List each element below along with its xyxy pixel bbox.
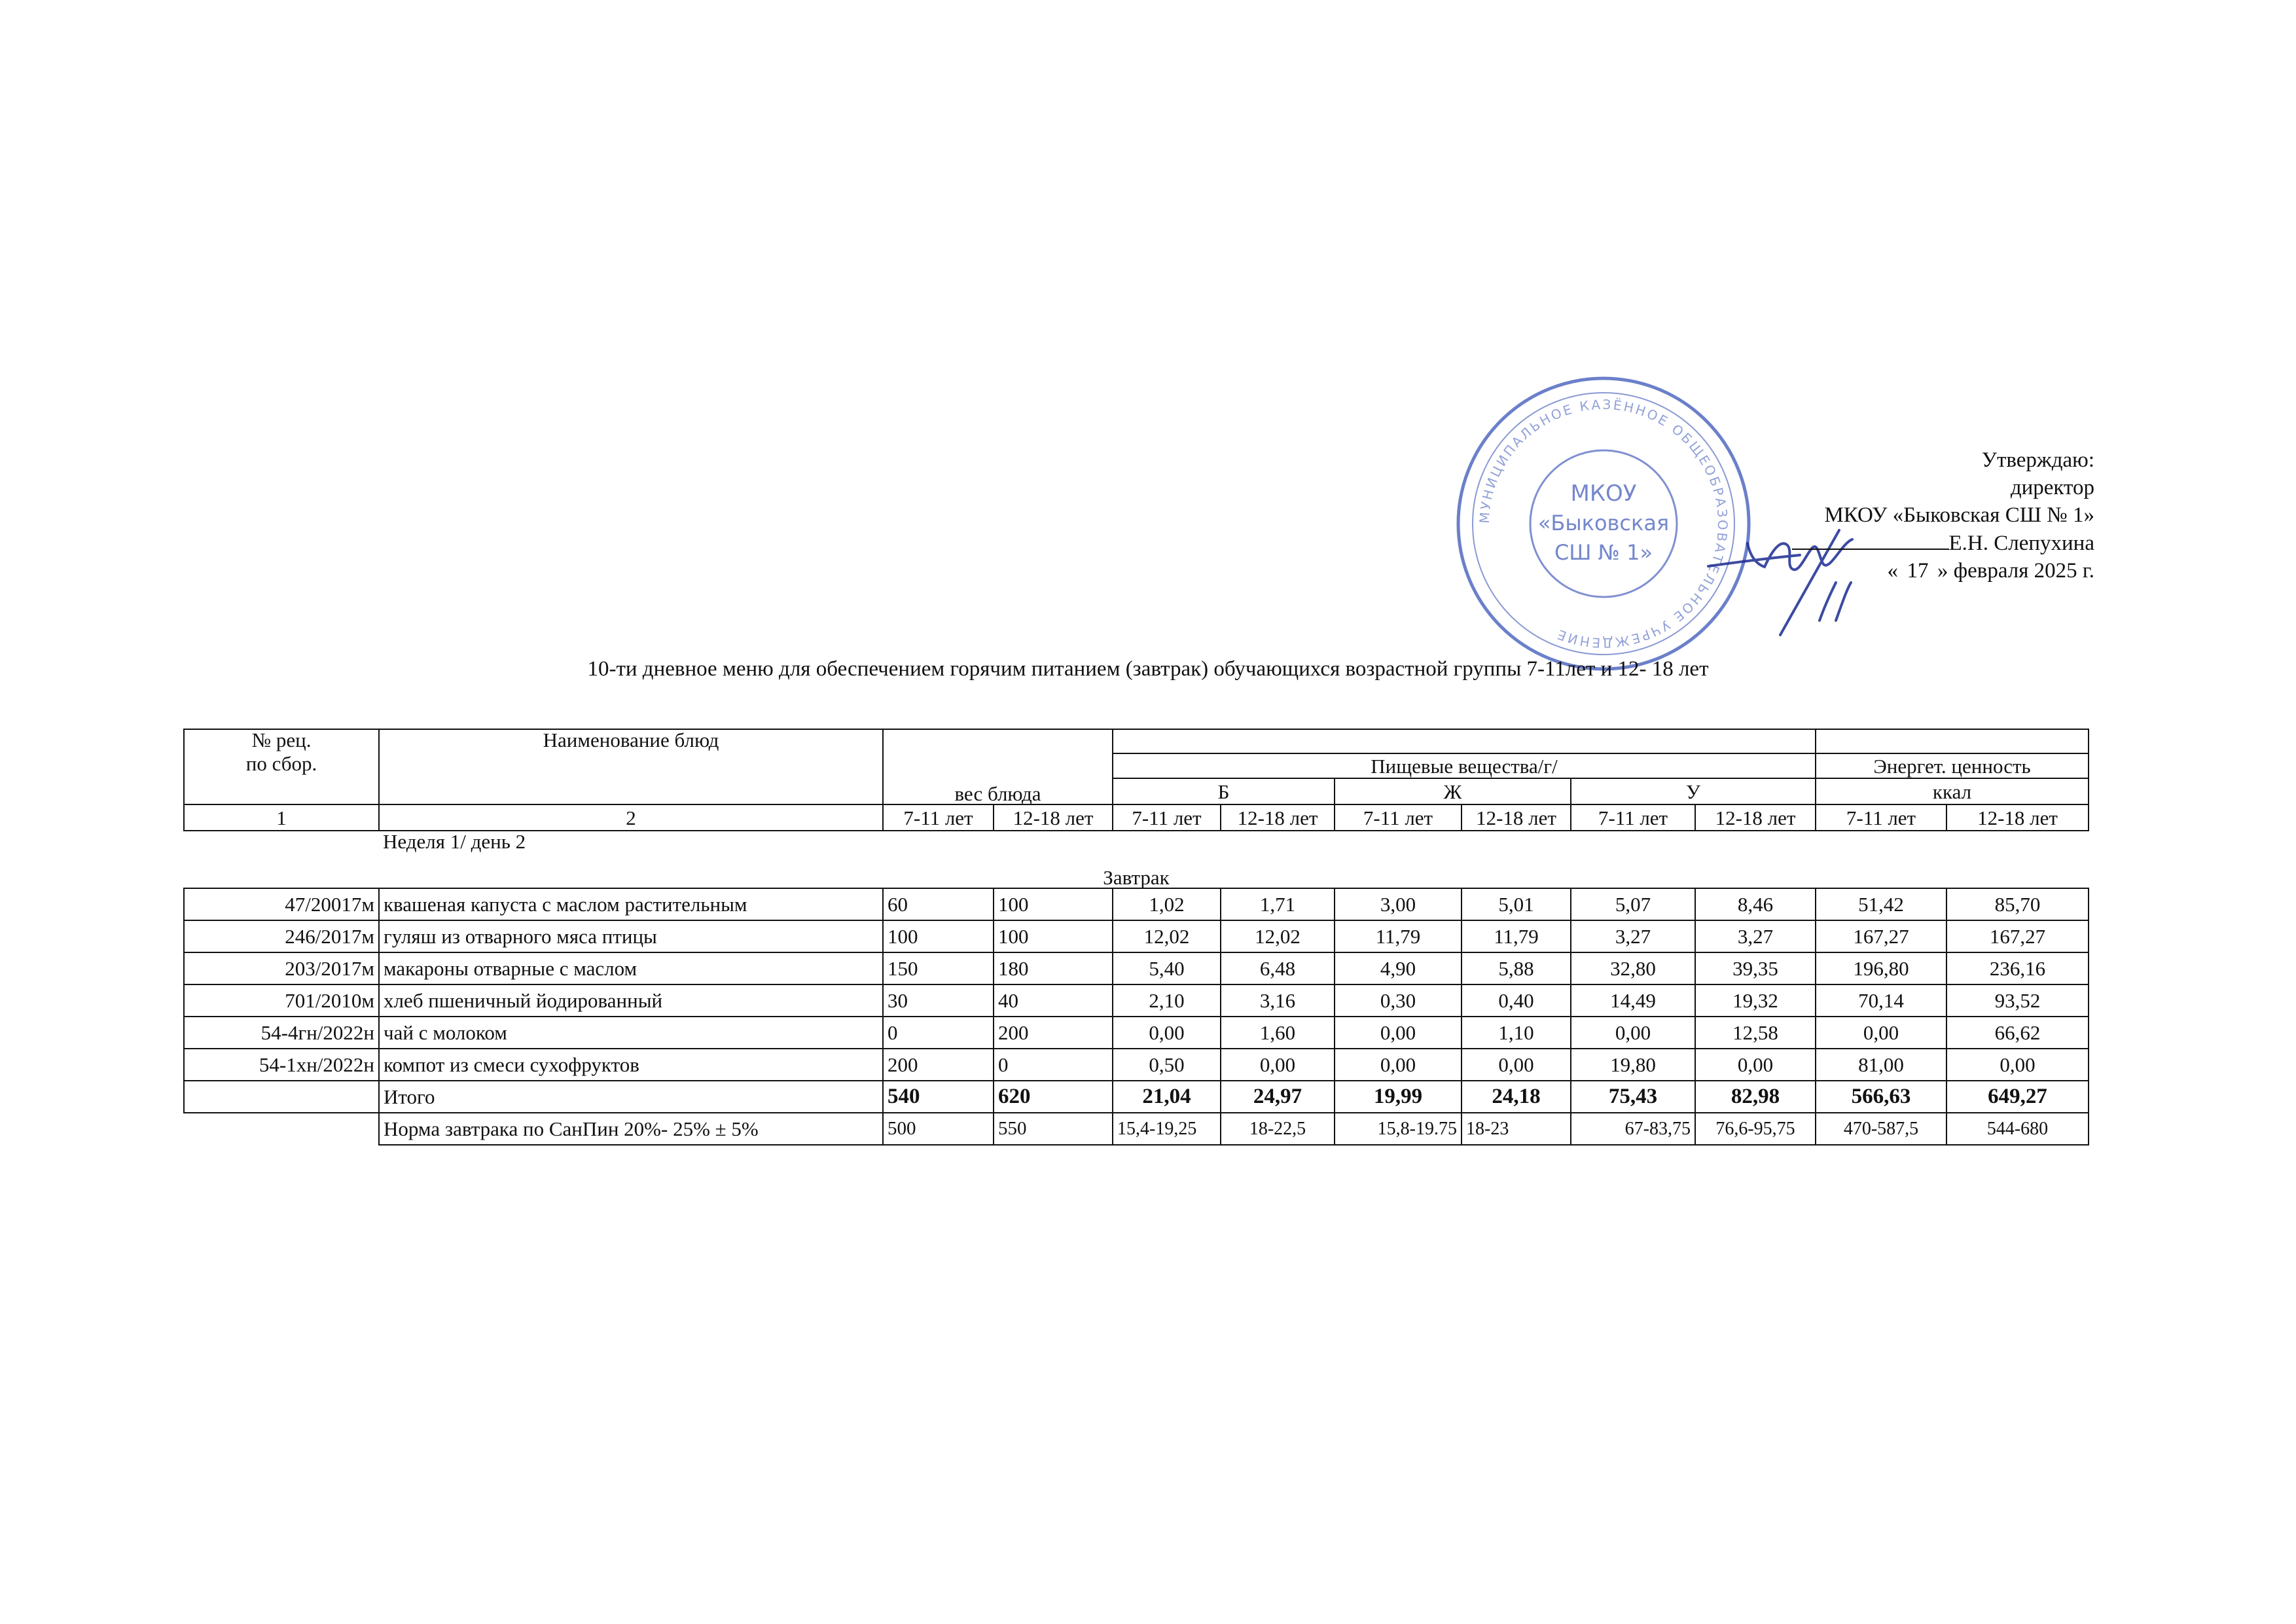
- recipe-code: 54-4гн/2022н: [184, 1017, 379, 1049]
- cell: 30: [883, 984, 994, 1017]
- cell: 0,00: [1695, 1049, 1816, 1081]
- cell: 0,30: [1335, 984, 1462, 1017]
- norm-cell: 18-22,5: [1221, 1113, 1335, 1145]
- cell: 3,16: [1221, 984, 1335, 1017]
- cell: 100: [994, 888, 1113, 920]
- cell: 3,27: [1571, 920, 1695, 952]
- cell: 8,46: [1695, 888, 1816, 920]
- norm-cell: 544-680: [1946, 1113, 2089, 1145]
- table-row: [184, 920, 2089, 952]
- norm-cell: 550: [994, 1113, 1113, 1145]
- norm-cell: 500: [883, 1113, 994, 1145]
- recipe-code: 47/20017м: [184, 888, 379, 920]
- cell: 0: [883, 1017, 994, 1049]
- cell: 0: [994, 1049, 1113, 1081]
- cell: 1,60: [1221, 1017, 1335, 1049]
- total-cell: 649,27: [1946, 1081, 2089, 1113]
- recipe-code: 246/2017м: [184, 920, 379, 952]
- cell: 40: [994, 984, 1113, 1017]
- cell: 200: [994, 1017, 1113, 1049]
- cell: 3,27: [1695, 920, 1816, 952]
- header-age: 12-18 лет: [994, 804, 1113, 831]
- cell: 19,32: [1695, 984, 1816, 1017]
- cell: 5,01: [1462, 888, 1571, 920]
- cell: 81,00: [1816, 1049, 1946, 1081]
- header-rec-no: № рец.: [184, 729, 379, 753]
- header-fat: Ж: [1335, 778, 1571, 804]
- header-age: 7-11 лет: [1816, 804, 1946, 831]
- cell: 32,80: [1571, 952, 1695, 984]
- total-cell: 82,98: [1695, 1081, 1816, 1113]
- norm-row: [184, 1113, 2089, 1145]
- total-cell: 19,99: [1335, 1081, 1462, 1113]
- total-cell: 620: [994, 1081, 1113, 1113]
- table-row: [184, 888, 2089, 920]
- cell: 51,42: [1816, 888, 1946, 920]
- total-cell: 566,63: [1816, 1081, 1946, 1113]
- cell: 66,62: [1946, 1017, 2089, 1049]
- header-energy-top: [1816, 729, 2089, 753]
- dish-name: макароны отварные с маслом: [379, 952, 883, 984]
- cell: 1,02: [1113, 888, 1221, 920]
- cell: 5,88: [1462, 952, 1571, 984]
- approval-organization: МКОУ «Быковская СШ № 1»: [1824, 503, 2094, 527]
- svg-text:СШ № 1»: СШ № 1»: [1554, 540, 1653, 565]
- cell: 1,10: [1462, 1017, 1571, 1049]
- header-weight: вес блюда: [954, 782, 1041, 804]
- cell: 5,07: [1571, 888, 1695, 920]
- dish-name: хлеб пшеничный йодированный: [379, 984, 883, 1017]
- table-row: [184, 984, 2089, 1017]
- cell: 0,00: [1946, 1049, 2089, 1081]
- date-quote-open: «: [1887, 559, 1898, 583]
- header-weight-top: [883, 729, 1113, 753]
- cell: 236,16: [1946, 952, 2089, 984]
- approval-signer: Е.Н. Слепухина: [1948, 532, 2094, 555]
- approval-date: [1623, 557, 2094, 585]
- header-col-2: 2: [379, 804, 883, 831]
- cell: 12,02: [1113, 920, 1221, 952]
- cell: 14,49: [1571, 984, 1695, 1017]
- cell: 39,35: [1695, 952, 1816, 984]
- cell: 0,00: [1462, 1049, 1571, 1081]
- norm-cell: 76,6-95,75: [1695, 1113, 1816, 1145]
- cell: 12,58: [1695, 1017, 1816, 1049]
- total-label: Итого: [379, 1081, 883, 1113]
- header-carb: У: [1571, 778, 1816, 804]
- header-age: 7-11 лет: [1571, 804, 1695, 831]
- cell: 0,00: [1221, 1049, 1335, 1081]
- total-cell: 540: [883, 1081, 994, 1113]
- norm-cell: 18-23: [1462, 1113, 1571, 1145]
- cell: 19,80: [1571, 1049, 1695, 1081]
- document-title: 10-ти дневное меню для обеспечением горячим питанием (завтрак) обучающихся возрастной группы 7-11лет и 12- 18 лет: [587, 657, 1709, 681]
- total-cell: 24,97: [1221, 1081, 1335, 1113]
- header-rec-src: по сбор.: [184, 753, 379, 778]
- svg-text:МКОУ: МКОУ: [1570, 480, 1637, 507]
- recipe-code: 701/2010м: [184, 984, 379, 1017]
- cell: 100: [883, 920, 994, 952]
- svg-text:«Быковская: «Быковская: [1537, 511, 1670, 535]
- cell: 70,14: [1816, 984, 1946, 1017]
- total-cell: 24,18: [1462, 1081, 1571, 1113]
- recipe-code: 54-1хн/2022н: [184, 1049, 379, 1081]
- table-row: [184, 1017, 2089, 1049]
- date-rest: » февраля 2025 г.: [1937, 559, 2094, 583]
- cell: 180: [994, 952, 1113, 984]
- dish-name: компот из смеси сухофруктов: [379, 1049, 883, 1081]
- header-nutrients-top: [1113, 729, 1816, 753]
- table-row: [184, 1049, 2089, 1081]
- approval-position: директор: [2010, 476, 2094, 499]
- header-kcal: ккал: [1816, 778, 2089, 804]
- cell: 150: [883, 952, 994, 984]
- cell: 11,79: [1462, 920, 1571, 952]
- header-age: 12-18 лет: [1462, 804, 1571, 831]
- cell: 4,90: [1335, 952, 1462, 984]
- cell: 0,00: [1335, 1017, 1462, 1049]
- approval-signer-line: [1623, 529, 2094, 557]
- table-row: [184, 952, 2089, 984]
- header-age: 12-18 лет: [1221, 804, 1335, 831]
- cell: 167,27: [1816, 920, 1946, 952]
- cell: 12,02: [1221, 920, 1335, 952]
- cell: 2,10: [1113, 984, 1221, 1017]
- cell: 200: [883, 1049, 994, 1081]
- dish-name: чай с молоком: [379, 1017, 883, 1049]
- cell: 5,40: [1113, 952, 1221, 984]
- week-day-label: Неделя 1/ день 2: [383, 831, 526, 853]
- cell: 167,27: [1946, 920, 2089, 952]
- dish-name: квашеная капуста с маслом растительным: [379, 888, 883, 920]
- header-age: 7-11 лет: [883, 804, 994, 831]
- cell: 1,71: [1221, 888, 1335, 920]
- total-cell: 21,04: [1113, 1081, 1221, 1113]
- cell: 93,52: [1946, 984, 2089, 1017]
- header-col-1: 1: [184, 804, 379, 831]
- cell: 0,00: [1816, 1017, 1946, 1049]
- header-dish-name: Наименование блюд: [379, 729, 883, 753]
- total-row: [184, 1081, 2089, 1113]
- svg-text:МУНИЦИПАЛЬНОЕ КАЗЁННОЕ ОБЩЕОБР: МУНИЦИПАЛЬНОЕ КАЗЁННОЕ ОБЩЕОБРАЗОВАТЕЛЬНОЕ УЧРЕЖДЕНИЕ: [1476, 396, 1731, 651]
- dish-name: гуляш из отварного мяса птицы: [379, 920, 883, 952]
- norm-cell: 15,4-19,25: [1113, 1113, 1221, 1145]
- cell: 0,00: [1113, 1017, 1221, 1049]
- cell: 3,00: [1335, 888, 1462, 920]
- cell: 100: [994, 920, 1113, 952]
- cell: 0,50: [1113, 1049, 1221, 1081]
- norm-cell: 15,8-19.75: [1335, 1113, 1462, 1145]
- cell: 6,48: [1221, 952, 1335, 984]
- header-energy: Энергет. ценность: [1816, 753, 2089, 778]
- header-age: 12-18 лет: [1695, 804, 1816, 831]
- approval-heading: Утверждаю:: [1981, 448, 2094, 472]
- signature-line: [1792, 529, 1949, 550]
- cell: 60: [883, 888, 994, 920]
- cell: 0,00: [1335, 1049, 1462, 1081]
- menu-table: [183, 729, 2089, 1146]
- header-age: 7-11 лет: [1113, 804, 1221, 831]
- norm-cell: 67-83,75: [1571, 1113, 1695, 1145]
- norm-cell: 470-587,5: [1816, 1113, 1946, 1145]
- cell: 196,80: [1816, 952, 1946, 984]
- approval-block: [1623, 446, 2094, 585]
- recipe-code: 203/2017м: [184, 952, 379, 984]
- cell: 0,40: [1462, 984, 1571, 1017]
- header-protein: Б: [1113, 778, 1335, 804]
- cell: 11,79: [1335, 920, 1462, 952]
- cell: 85,70: [1946, 888, 2089, 920]
- total-cell: 75,43: [1571, 1081, 1695, 1113]
- cell: 0,00: [1571, 1017, 1695, 1049]
- header-nutrients: Пищевые вещества/г/: [1113, 753, 1816, 778]
- norm-label: Норма завтрака по СанПин 20%- 25% ± 5%: [379, 1113, 883, 1145]
- header-age: 7-11 лет: [1335, 804, 1462, 831]
- date-day: 17: [1907, 559, 1929, 583]
- section-title: Завтрак: [1103, 866, 1170, 888]
- header-age: 12-18 лет: [1946, 804, 2089, 831]
